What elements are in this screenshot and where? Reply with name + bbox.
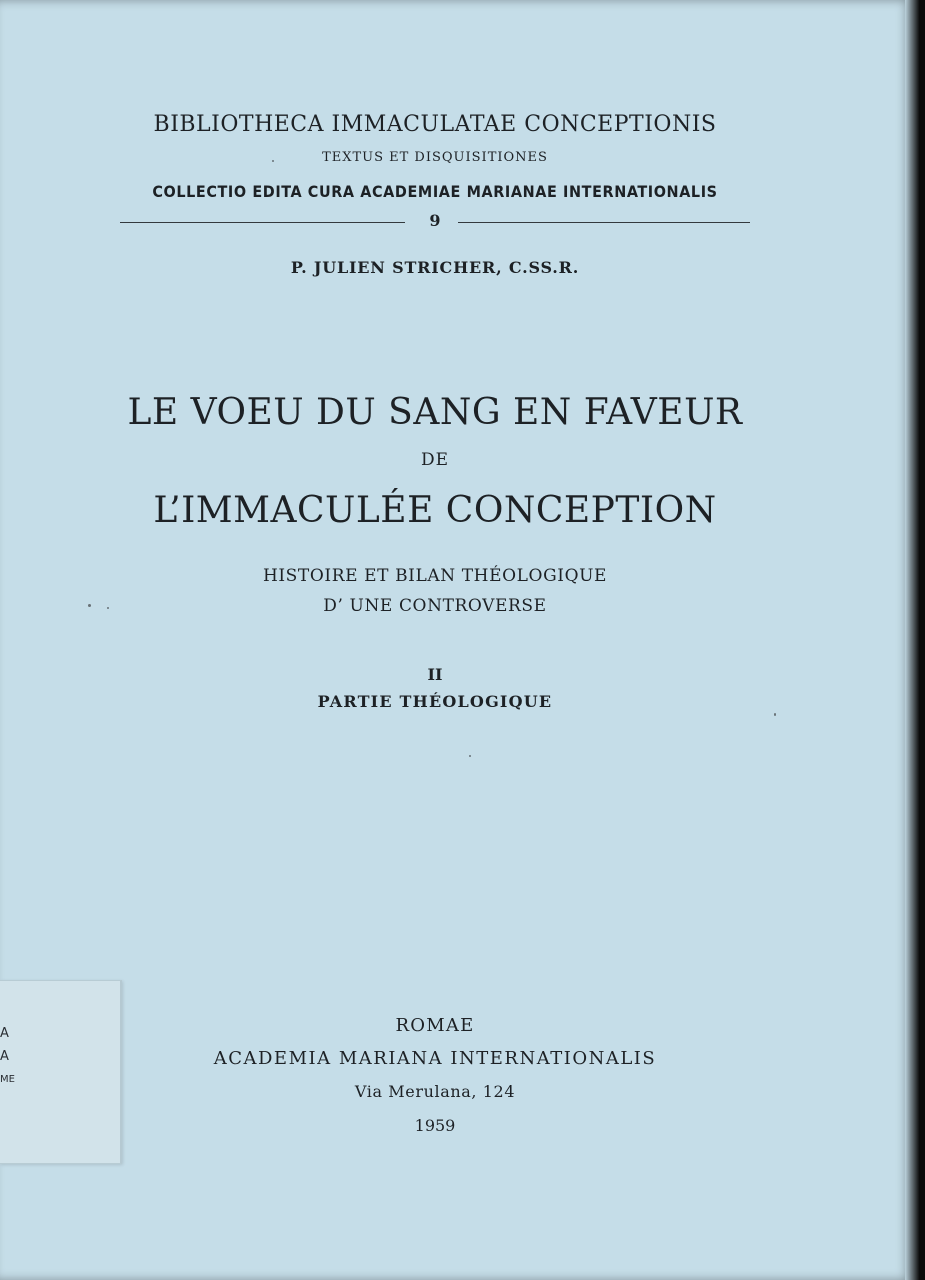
book-title-line1: LE VOEU DU SANG EN FAVEUR	[127, 392, 743, 433]
paper-speck	[107, 607, 109, 609]
imprint-address: Via Merulana, 124	[354, 1082, 516, 1101]
imprint-place: ROMAE	[395, 1015, 475, 1036]
library-sticker	[0, 980, 122, 1164]
imprint-year: 1959	[414, 1116, 456, 1135]
author-name: P. JULIEN STRICHER, C.SS.R.	[290, 258, 580, 277]
collection-line: COLLECTIO EDITA CURA ACADEMIAE MARIANAE INTERNATIONALIS	[152, 182, 718, 201]
divider-right	[458, 222, 750, 223]
part-name: PARTIE THÉOLOGIQUE	[317, 692, 553, 711]
library-sticker-text-3: ME	[0, 1074, 15, 1085]
series-title: BIBLIOTHECA IMMACULATAE CONCEPTIONIS	[153, 112, 717, 137]
book-title-connector: DE	[420, 450, 450, 470]
cover-edge-shadow	[905, 0, 919, 1280]
book-subtitle-line1: HISTOIRE ET BILAN THÉOLOGIQUE	[262, 566, 608, 586]
paper-speck	[272, 160, 274, 162]
paper-speck	[469, 755, 471, 757]
paper-speck	[88, 604, 91, 607]
imprint-publisher: ACADEMIA MARIANA INTERNATIONALIS	[213, 1048, 657, 1069]
paper-speck	[774, 713, 776, 716]
book-title-line2: L’IMMACULÉE CONCEPTION	[153, 490, 717, 531]
series-subtitle: TEXTUS ET DISQUISITIONES	[322, 150, 548, 165]
part-number: II	[427, 665, 443, 684]
library-sticker-text-2: A	[0, 1049, 9, 1064]
library-sticker-text-1: A	[0, 1026, 9, 1041]
volume-number: 9	[429, 211, 441, 230]
book-subtitle-line2: D’ UNE CONTROVERSE	[323, 596, 547, 616]
